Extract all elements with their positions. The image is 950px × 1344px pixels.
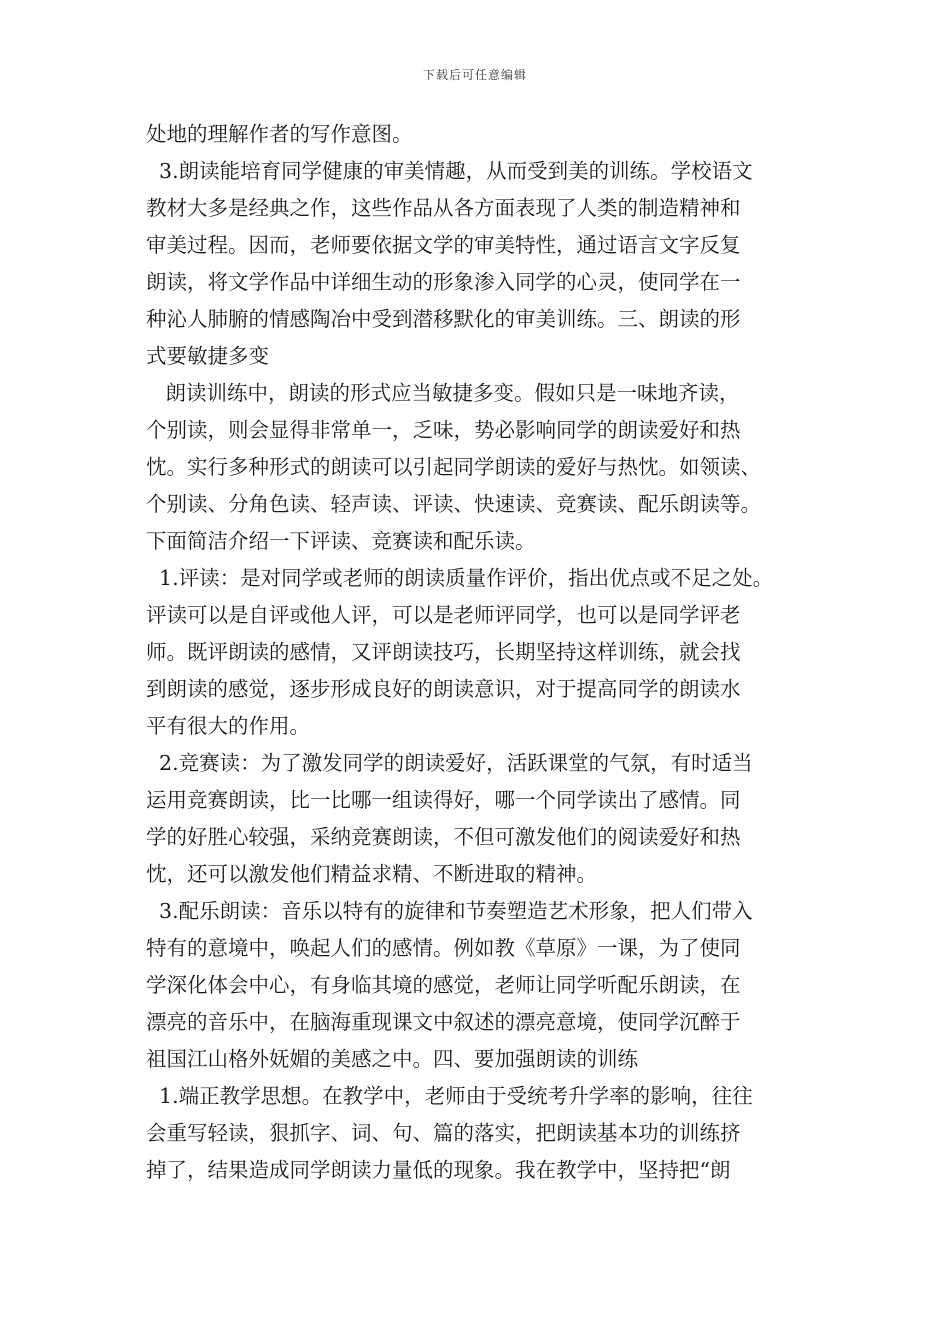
text-line: 忱。实行多种形式的朗读可以引起同学朗读的爱好与热忱。如领读、 [146, 455, 761, 479]
text-line: 式要敏捷多变 [146, 344, 269, 368]
text-line: 评读可以是自评或他人评，可以是老师评同学，也可以是同学评老 [146, 603, 741, 627]
document-body [146, 116, 810, 1189]
text-line: 个别读、分角色读、轻声读、评读、快速读、竞赛读、配乐朗读等。 [146, 492, 761, 516]
text-line: 审美过程。因而，老师要依据文学的审美特性，通过语言文字反复 [146, 233, 741, 257]
text-line: 3.配乐朗读：音乐以特有的旋律和节奏塑造艺术形象，把人们带入 [146, 899, 753, 923]
text-line: 学的好胜心较强，采纳竞赛朗读，不但可激发他们的阅读爱好和热 [146, 825, 741, 849]
page-header: 下载后可任意编辑 [422, 68, 527, 82]
text-line: 2.竞赛读：为了激发同学的朗读爱好，活跃课堂的气氛，有时适当 [146, 751, 753, 775]
text-line: 祖国江山格外妩媚的美感之中。四、要加强朗读的训练 [146, 1047, 638, 1071]
text-line: 教材大多是经典之作，这些作品从各方面表现了人类的制造精神和 [146, 196, 741, 220]
text-line: 会重写轻读，狠抓字、词、句、篇的落实，把朗读基本功的训练挤 [146, 1121, 741, 1145]
text-line: 到朗读的感觉，逐步形成良好的朗读意识，对于提高同学的朗读水 [146, 677, 741, 701]
text-line: 下面简洁介绍一下评读、竞赛读和配乐读。 [146, 529, 536, 553]
text-line: 掉了，结果造成同学朗读力量低的现象。我在教学中，坚持把“朗 [146, 1158, 731, 1182]
text-line: 学深化体会中心，有身临其境的感觉，老师让同学听配乐朗读，在 [146, 973, 741, 997]
text-line: 3.朗读能培育同学健康的审美情趣，从而受到美的训练。学校语文 [146, 159, 753, 183]
text-line: 忱，还可以激发他们精益求精、不断进取的精神。 [146, 862, 597, 886]
text-line: 处地的理解作者的写作意图。 [146, 122, 413, 146]
text-line: 种沁人肺腑的情感陶冶中受到潜移默化的审美训练。三、朗读的形 [146, 307, 741, 331]
text-line: 朗读，将文学作品中详细生动的形象渗入同学的心灵，使同学在一 [146, 270, 741, 294]
text-line: 平有很大的作用。 [146, 714, 310, 738]
text-line: 个别读，则会显得非常单一，乏味，势必影响同学的朗读爱好和热 [146, 418, 741, 442]
text-line: 1.评读：是对同学或老师的朗读质量作评价，指出优点或不足之处。 [146, 566, 774, 590]
text-line: 师。既评朗读的感情，又评朗读技巧，长期坚持这样训练，就会找 [146, 640, 741, 664]
text-line: 运用竞赛朗读，比一比哪一组读得好，哪一个同学读出了感情。同 [146, 788, 741, 812]
text-line: 朗读训练中，朗读的形式应当敏捷多变。假如只是一味地齐读， [146, 381, 740, 405]
text-line: 1.端正教学思想。在教学中，老师由于受统考升学率的影响，往往 [146, 1084, 753, 1108]
text-line: 特有的意境中，唤起人们的感情。例如教《草原》一课，为了使同 [146, 936, 741, 960]
text-line: 漂亮的音乐中，在脑海重现课文中叙述的漂亮意境，使同学沉醉于 [146, 1010, 741, 1034]
